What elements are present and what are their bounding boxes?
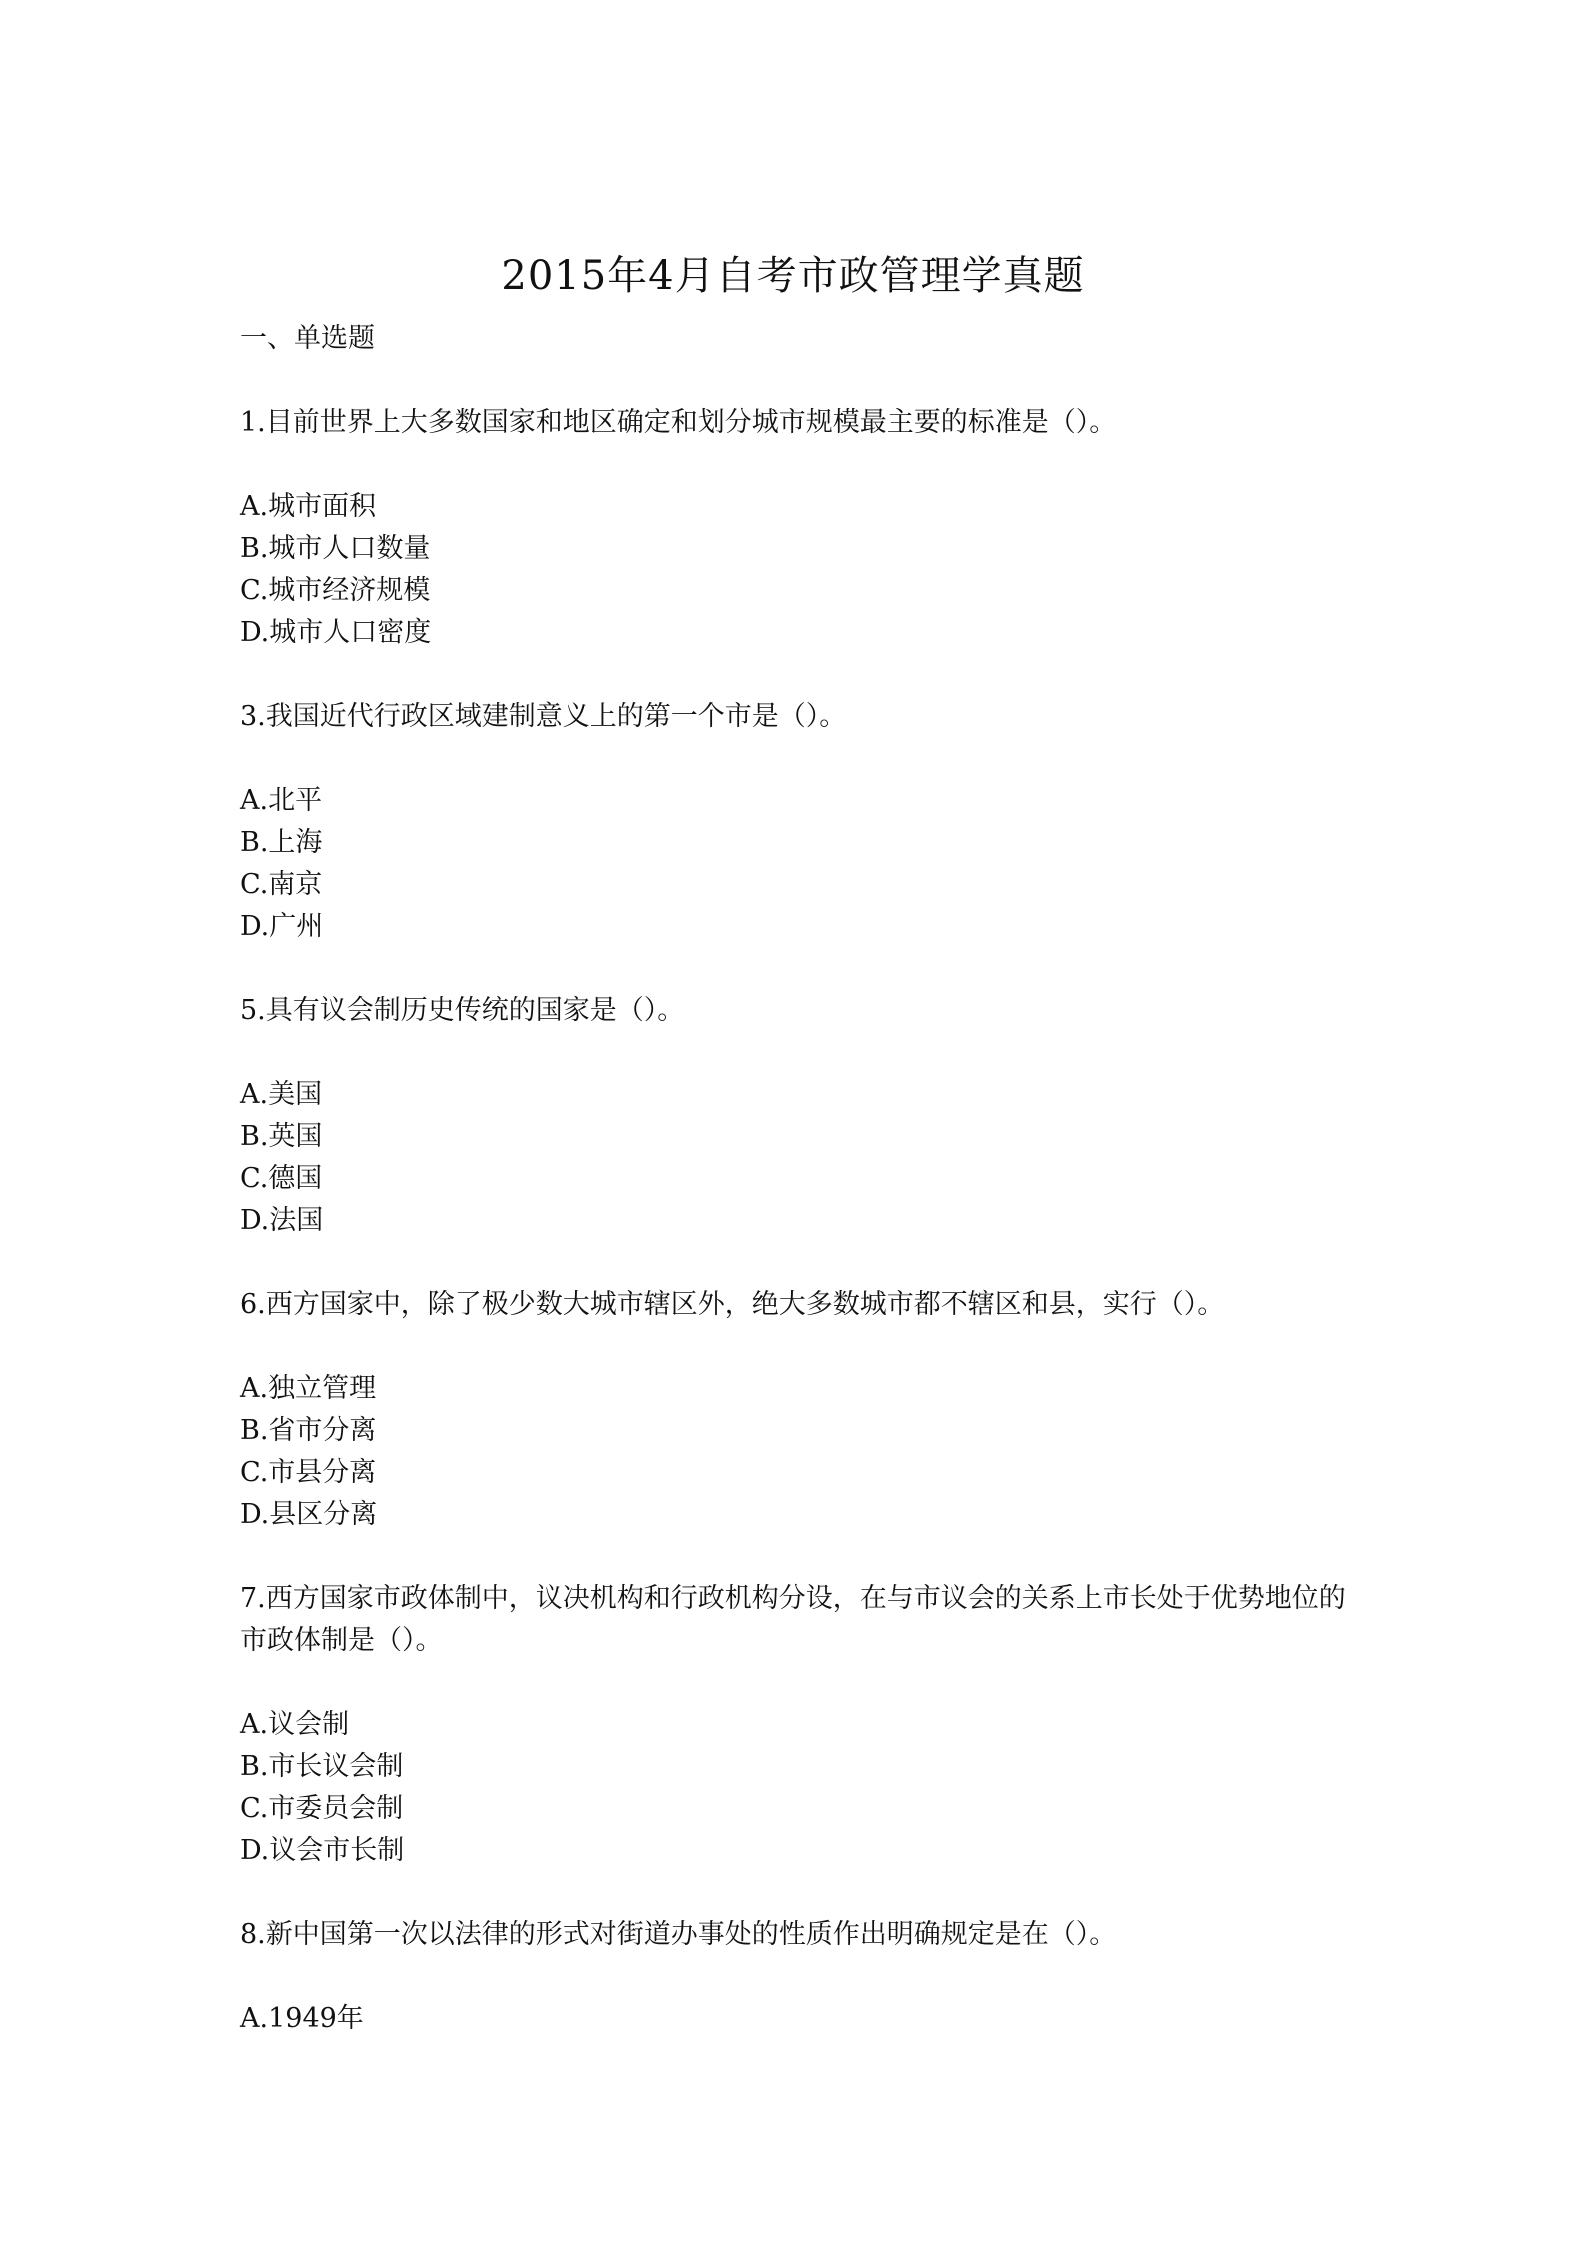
- section-heading: 一、单选题: [240, 323, 375, 354]
- question-stem: 7.西方国家市政体制中，议决机构和行政机构分设，在与市议会的关系上市长处于优势地位的市政体制是（）。: [240, 1583, 1346, 1656]
- question-8: [240, 1914, 1360, 2040]
- question-stem: 5.具有议会制历史传统的国家是（）。: [240, 995, 685, 1026]
- option-d: D.法国: [240, 1205, 324, 1236]
- option-b: B.上海: [240, 827, 323, 858]
- option-b: B.英国: [240, 1121, 323, 1152]
- option-d: D.议会市长制: [240, 1835, 405, 1866]
- option-c: C.城市经济规模: [240, 575, 431, 606]
- option-a: A.1949年: [240, 2003, 364, 2034]
- question-stem: 6.西方国家中，除了极少数大城市辖区外，绝大多数城市都不辖区和县，实行（）。: [240, 1289, 1225, 1320]
- option-b: B.城市人口数量: [240, 533, 431, 564]
- question-1: [240, 402, 1360, 654]
- option-b: B.市长议会制: [240, 1751, 404, 1782]
- option-a: A.独立管理: [240, 1373, 377, 1404]
- option-c: C.南京: [240, 869, 323, 900]
- option-d: D.广州: [240, 911, 324, 942]
- question-3: [240, 696, 1360, 948]
- option-d: D.县区分离: [240, 1499, 378, 1530]
- question-6: [240, 1284, 1360, 1536]
- option-a: A.城市面积: [240, 491, 377, 522]
- question-5: [240, 990, 1360, 1242]
- document-body: [240, 318, 1360, 2082]
- question-stem: 8.新中国第一次以法律的形式对街道办事处的性质作出明确规定是在（）。: [240, 1919, 1117, 1950]
- option-a: A.议会制: [240, 1709, 350, 1740]
- option-c: C.市县分离: [240, 1457, 377, 1488]
- question-stem: 3.我国近代行政区域建制意义上的第一个市是（）。: [240, 701, 847, 732]
- option-a: A.美国: [240, 1079, 323, 1110]
- option-c: C.德国: [240, 1163, 323, 1194]
- option-a: A.北平: [240, 785, 323, 816]
- question-stem: 1.目前世界上大多数国家和地区确定和划分城市规模最主要的标准是（）。: [240, 407, 1117, 438]
- option-b: B.省市分离: [240, 1415, 377, 1446]
- option-d: D.城市人口密度: [240, 617, 432, 648]
- page-title: 2015年4月自考市政管理学真题: [501, 253, 1085, 299]
- option-c: C.市委员会制: [240, 1793, 404, 1824]
- question-7: [240, 1578, 1360, 1872]
